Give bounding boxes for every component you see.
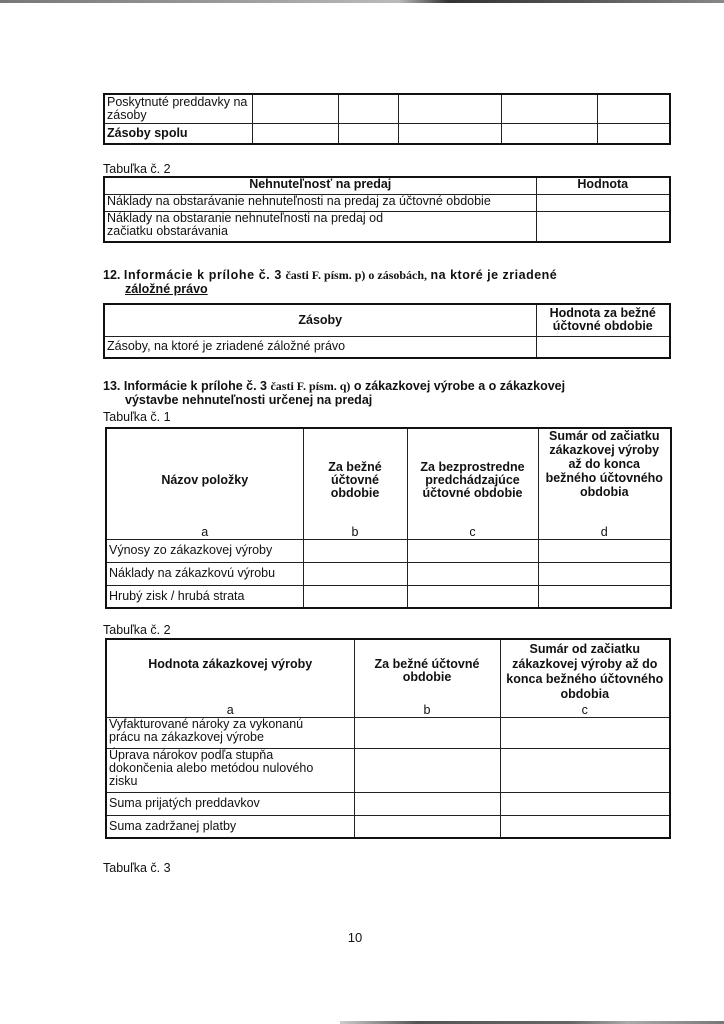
value-cell[interactable] — [303, 562, 407, 585]
table-caption: Tabuľka č. 3 — [103, 861, 171, 875]
row-label: Náklady na zákazkovú výrobu — [106, 562, 303, 585]
row-label: Vyfakturované nároky za vykonanú prácu na zákazkovej výrobe — [106, 717, 354, 748]
value-cell[interactable] — [338, 123, 398, 144]
real-estate-for-sale-table — [103, 176, 671, 243]
section-number: 12. — [103, 268, 121, 282]
table-header-row — [106, 428, 671, 539]
table-row — [106, 562, 671, 585]
scan-edge-top — [0, 0, 724, 3]
value-cell[interactable] — [354, 792, 500, 815]
value-cell[interactable] — [398, 94, 501, 123]
value-cell[interactable] — [354, 717, 500, 748]
value-cell[interactable] — [407, 562, 538, 585]
value-cell[interactable] — [536, 211, 670, 242]
column-header-cumulative: Sumár od začiatku zákazkovej výroby až do konca bežného účtovného obdobia d — [538, 428, 671, 539]
row-label: Poskytnuté preddavky na zásoby — [104, 94, 252, 123]
table-caption: Tabuľka č. 1 — [103, 410, 171, 424]
value-cell[interactable] — [501, 123, 597, 144]
table-caption: Tabuľka č. 2 — [103, 162, 171, 176]
value-cell[interactable] — [538, 539, 671, 562]
table-row — [106, 815, 670, 838]
table-row — [104, 94, 670, 123]
table-row — [104, 194, 670, 211]
column-header-cumulative: Sumár od začiatku zákazkovej výroby až do konca bežného účtovného obdobia c — [500, 639, 670, 717]
contract-production-table-2 — [105, 638, 671, 839]
column-header-current-period: Za bežné účtovné obdobie b — [303, 428, 407, 539]
column-header: Zásoby — [104, 304, 536, 336]
value-cell[interactable] — [338, 94, 398, 123]
section-number: 13. — [103, 379, 121, 393]
row-label: Suma zadržanej platby — [106, 815, 354, 838]
row-label: Náklady na obstaranie nehnuteľnosti na predaj od začiatku obstarávania — [104, 211, 536, 242]
table-row — [104, 211, 670, 242]
value-cell[interactable] — [500, 748, 670, 792]
value-cell[interactable] — [500, 792, 670, 815]
column-header: Hodnota — [536, 177, 670, 194]
row-label: Výnosy zo zákazkovej výroby — [106, 539, 303, 562]
column-header-previous-period: Za bezprostredne predchádzajúce účtovné obdobie c — [407, 428, 538, 539]
value-cell[interactable] — [303, 539, 407, 562]
value-cell[interactable] — [538, 585, 671, 608]
value-cell[interactable] — [597, 123, 670, 144]
value-cell[interactable] — [252, 123, 338, 144]
column-header: Hodnota za bežné účtovné obdobie — [536, 304, 670, 336]
table-row — [106, 748, 670, 792]
table-row — [106, 792, 670, 815]
table-row — [106, 539, 671, 562]
value-cell[interactable] — [597, 94, 670, 123]
column-header-contract-value: Hodnota zákazkovej výroby a — [106, 639, 354, 717]
table-header-row — [104, 177, 670, 194]
table-row — [104, 123, 670, 144]
column-header-current-period: Za bežné účtovné obdobie b — [354, 639, 500, 717]
row-label: Hrubý zisk / hrubá strata — [106, 585, 303, 608]
table-header-row — [104, 304, 670, 336]
row-label: Úprava nárokov podľa stupňa dokončenia alebo metódou nulového zisku — [106, 748, 354, 792]
contract-production-table-1 — [105, 427, 672, 609]
value-cell[interactable] — [252, 94, 338, 123]
row-label: Zásoby, na ktoré je zriadené záložné právo — [104, 336, 536, 358]
page-number: 10 — [347, 930, 363, 945]
table-header-row — [106, 639, 670, 717]
value-cell[interactable] — [354, 815, 500, 838]
table-row — [106, 717, 670, 748]
pledged-inventory-table — [103, 303, 671, 359]
column-header: Nehnuteľnosť na predaj — [104, 177, 536, 194]
table-row — [104, 336, 670, 358]
value-cell[interactable] — [500, 717, 670, 748]
value-cell[interactable] — [538, 562, 671, 585]
row-label-total: Zásoby spolu — [104, 123, 252, 144]
value-cell[interactable] — [407, 539, 538, 562]
column-header-item-name: Názov položky a — [106, 428, 303, 539]
value-cell[interactable] — [536, 194, 670, 211]
value-cell[interactable] — [536, 336, 670, 358]
inventory-table-tail — [103, 93, 671, 145]
value-cell[interactable] — [303, 585, 407, 608]
value-cell[interactable] — [407, 585, 538, 608]
section-12-heading: 12. Informácie k prílohe č. 3 časti F. písm. p) o zásobách, na ktoré je zriadené záložné právo — [103, 268, 558, 296]
row-label: Suma prijatých preddavkov — [106, 792, 354, 815]
value-cell[interactable] — [398, 123, 501, 144]
row-label: Náklady na obstarávanie nehnuteľnosti na predaj za účtovné obdobie — [104, 194, 536, 211]
table-row — [106, 585, 671, 608]
value-cell[interactable] — [354, 748, 500, 792]
value-cell[interactable] — [500, 815, 670, 838]
value-cell[interactable] — [501, 94, 597, 123]
table-caption: Tabuľka č. 2 — [103, 623, 171, 637]
section-13-heading: 13. Informácie k prílohe č. 3 časti F. písm. q) o zákazkovej výrobe a o zákazkovej výstavbe nehnuteľnosti určenej na predaj — [103, 379, 566, 407]
